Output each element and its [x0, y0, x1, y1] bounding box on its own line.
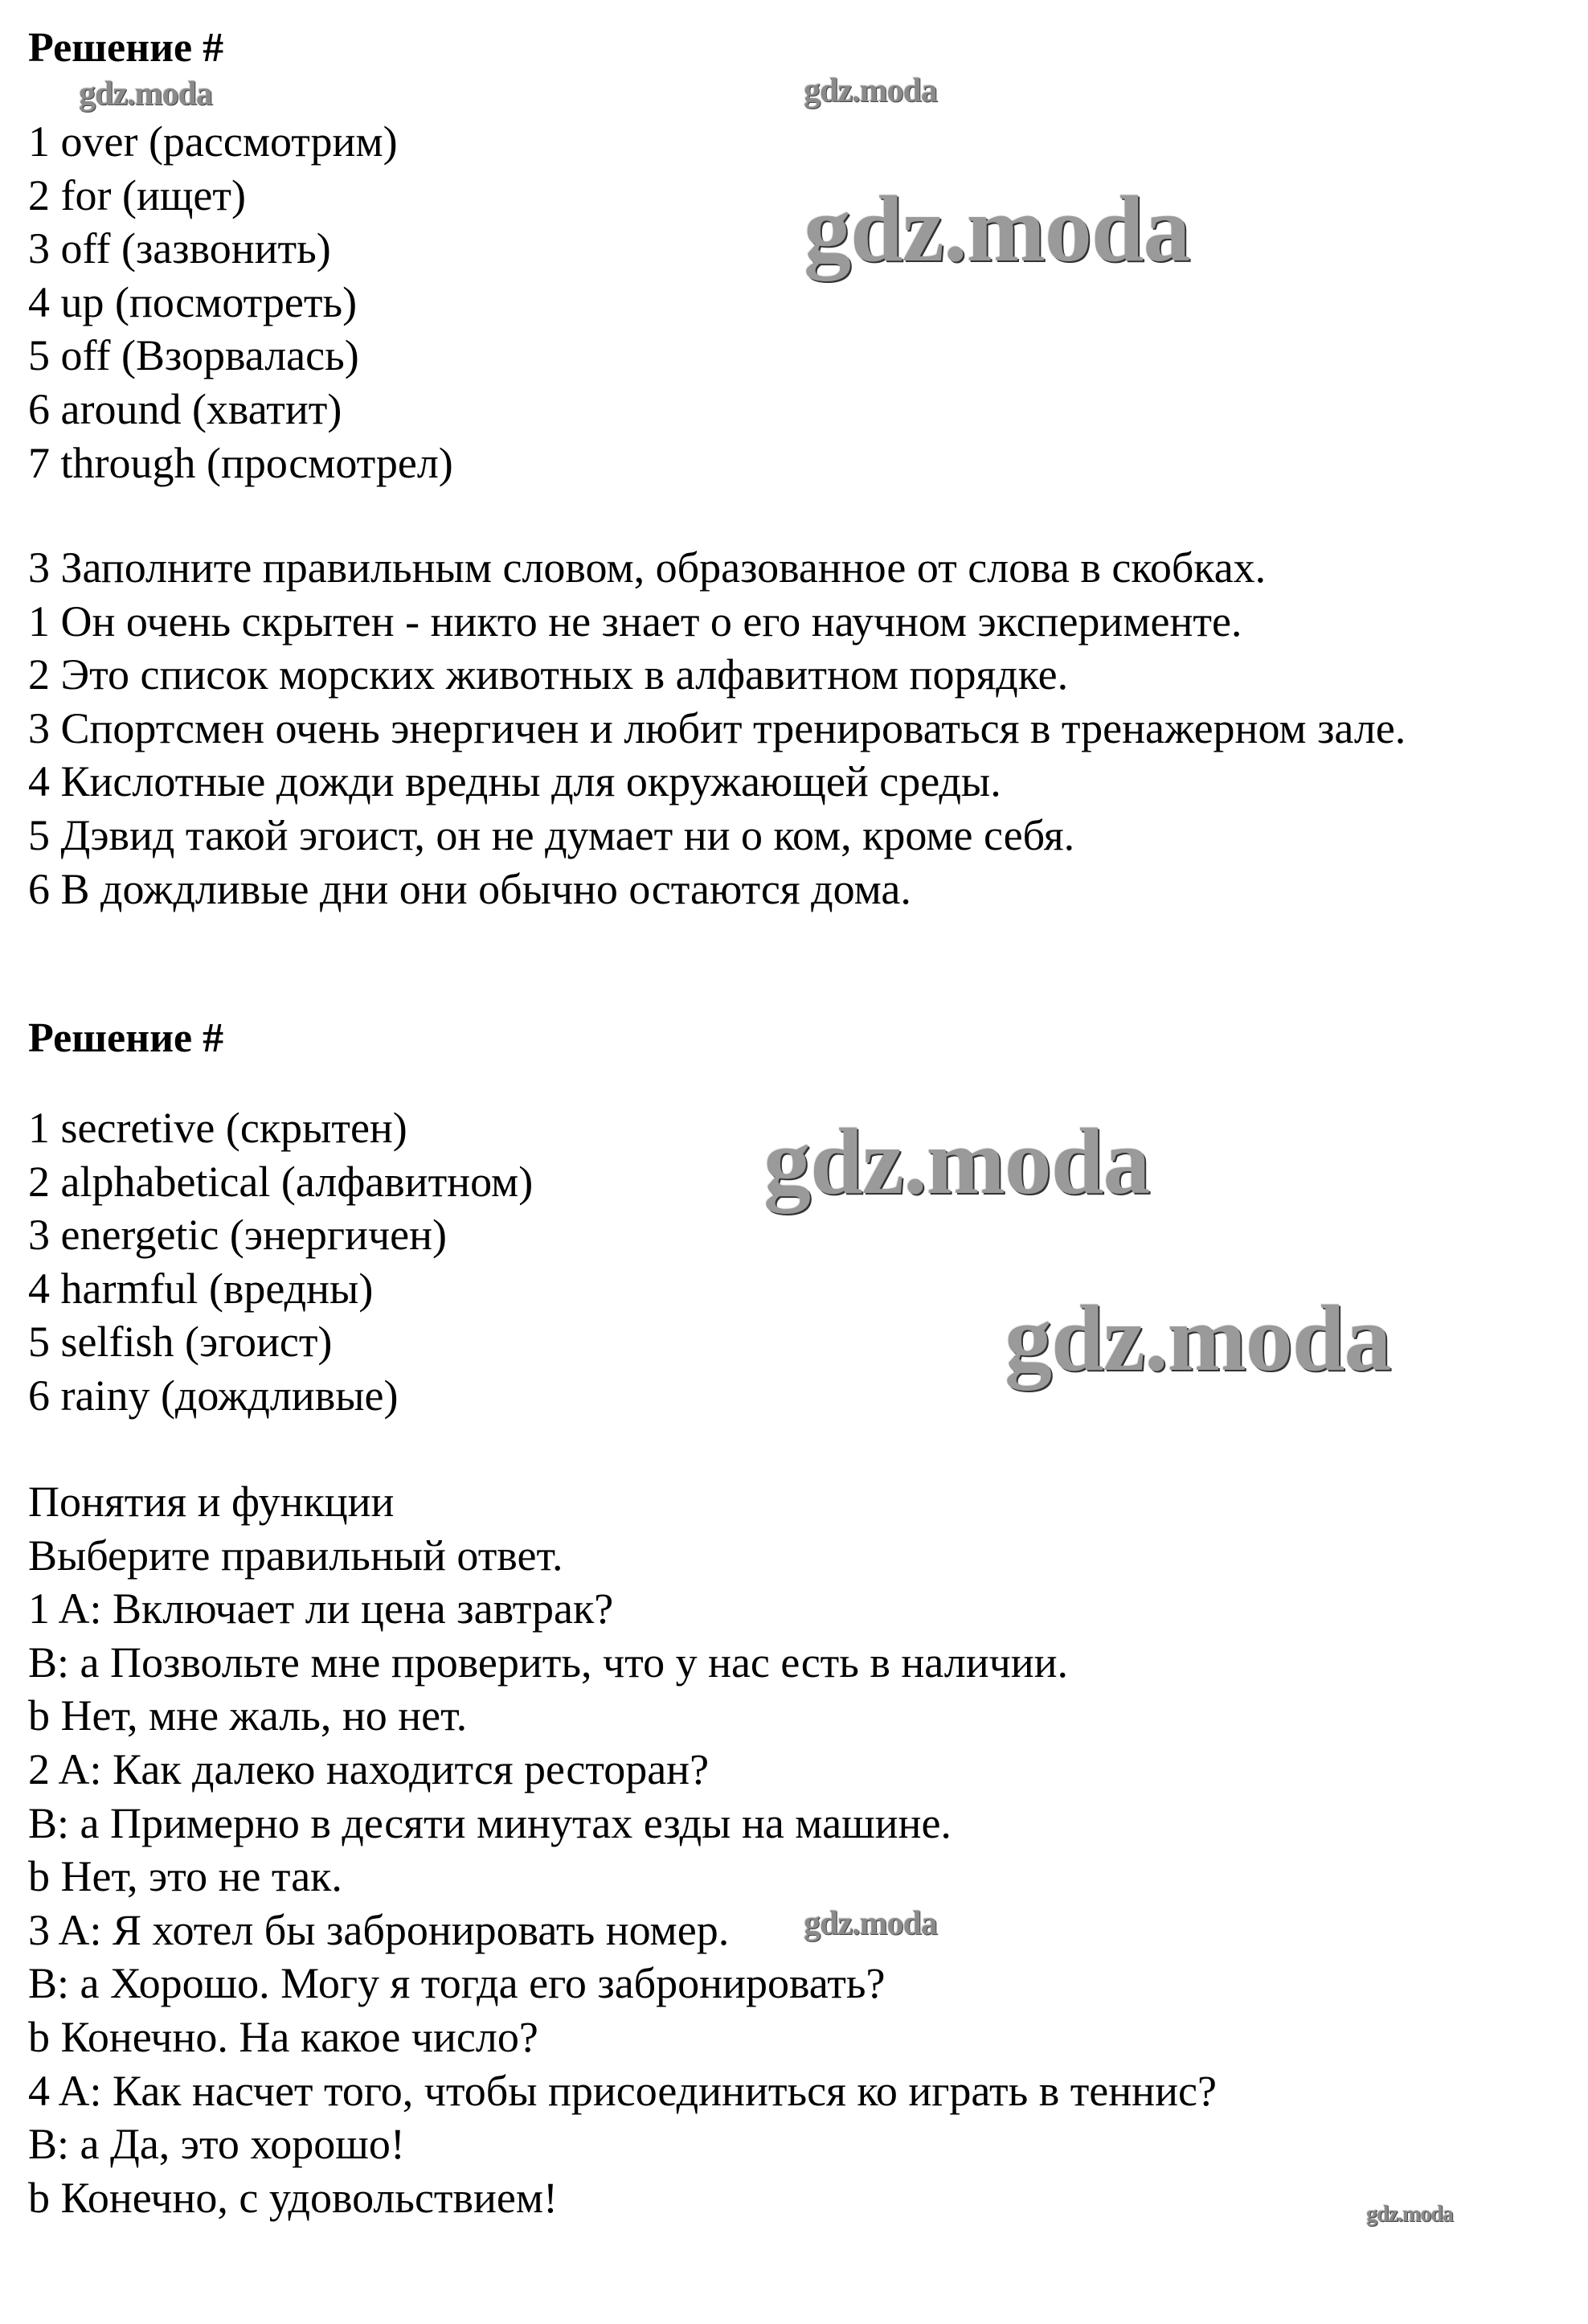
watermark: gdz.moda	[1005, 1285, 1391, 1391]
answer-line: 6 rainy (дождливые)	[28, 1371, 399, 1420]
dialogue-line: b Нет, это не так.	[28, 1852, 342, 1901]
dialogue-line: B: a Да, это хорошо!	[28, 2120, 405, 2169]
solution-1-answers	[28, 115, 453, 490]
answer-line: 5 off (Взорвалась)	[28, 331, 359, 380]
answer-line: 1 over (рассмотрим)	[28, 117, 398, 166]
concepts-functions-section	[28, 1475, 1217, 2224]
dialogue-line: B: a Хорошо. Могу я тогда его забронировать?	[28, 1959, 886, 2008]
sentence-line: 2 Это список морских животных в алфавитном порядке.	[28, 650, 1069, 699]
dialogue-line: b Нет, мне жаль, но нет.	[28, 1691, 468, 1740]
solution-2-answers	[28, 1101, 533, 1423]
watermark: gdz.moda	[804, 1905, 937, 1942]
answer-line: 5 selfish (эгоист)	[28, 1318, 333, 1367]
solution-heading-1: Решение #	[28, 25, 224, 71]
watermark: gdz.moda	[804, 72, 937, 109]
sentence-line: 6 В дождливые дни они обычно остаются дома.	[28, 864, 911, 913]
exercise-3-sentences	[28, 541, 1406, 916]
dialogue-line: b Конечно. На какое число?	[28, 2012, 538, 2061]
solution-heading-2: Решение #	[28, 1015, 224, 1061]
exercise-title: 3 Заполните правильным словом, образованное от слова в скобках.	[28, 543, 1267, 592]
answer-line: 1 secretive (скрытен)	[28, 1104, 407, 1152]
dialogue-line: 3 A: Я хотел бы забронировать номер.	[28, 1905, 730, 1954]
answer-line: 4 harmful (вредны)	[28, 1264, 374, 1313]
sentence-line: 3 Спортсмен очень энергичен и любит тренироваться в тренажерном зале.	[28, 703, 1406, 752]
answer-line: 2 alphabetical (алфавитном)	[28, 1157, 534, 1206]
dialogue-line: b Конечно, с удовольствием!	[28, 2173, 559, 2222]
watermark: gdz.moda	[1366, 2202, 1453, 2227]
dialogue-line: 4 A: Как насчет того, чтобы присоединиться ко играть в теннис?	[28, 2066, 1217, 2115]
watermark: gdz.moda	[763, 1109, 1150, 1214]
answer-line: 3 off (зазвонить)	[28, 224, 331, 273]
dialogue-line: 2 A: Как далеко находится ресторан?	[28, 1744, 710, 1793]
answer-line: 2 for (ищет)	[28, 170, 246, 219]
watermark: gdz.moda	[804, 176, 1190, 281]
watermark: gdz.moda	[79, 76, 212, 113]
answer-line: 7 through (просмотрел)	[28, 438, 453, 487]
section-title: Понятия и функции	[28, 1478, 395, 1526]
instruction: Выберите правильный ответ.	[28, 1531, 563, 1580]
sentence-line: 5 Дэвид такой эгоист, он не думает ни о ком, кроме себя.	[28, 810, 1075, 859]
answer-line: 4 up (посмотреть)	[28, 277, 358, 326]
dialogue-line: B: a Позвольте мне проверить, что у нас есть в наличии.	[28, 1637, 1069, 1687]
sentence-line: 1 Он очень скрытен - никто не знает о его научном эксперименте.	[28, 596, 1242, 646]
answer-line: 3 energetic (энергичен)	[28, 1211, 447, 1260]
sentence-line: 4 Кислотные дожди вредны для окружающей среды.	[28, 757, 1001, 806]
dialogue-line: B: a Примерно в десяти минутах езды на машине.	[28, 1798, 952, 1847]
dialogue-line: 1 A: Включает ли цена завтрак?	[28, 1584, 614, 1633]
answer-line: 6 around (хватит)	[28, 384, 342, 433]
